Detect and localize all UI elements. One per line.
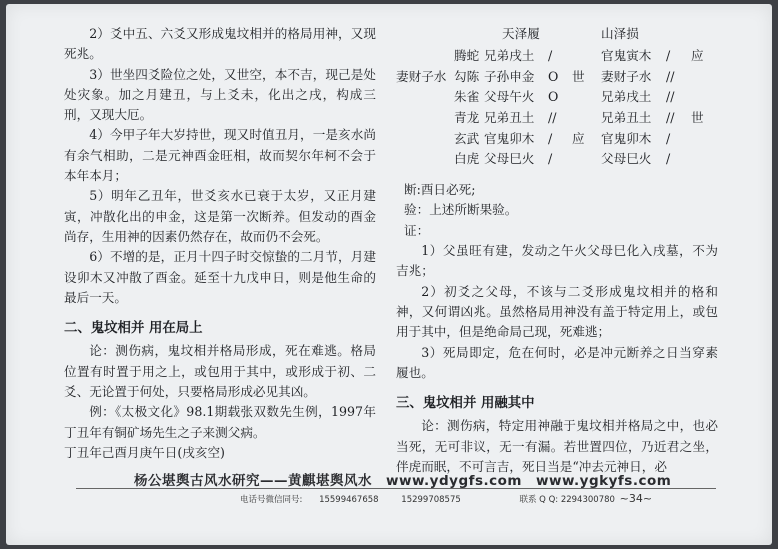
hex-six-god: 玄武 [454, 130, 480, 146]
hex-six-god: 白虎 [454, 151, 480, 167]
hexagram-row [396, 129, 718, 150]
hex-changed-mark: / [666, 151, 671, 167]
book-page [6, 4, 772, 545]
hex-changed-mark: / [666, 130, 671, 146]
hex-original-line: 父母巳火 [484, 151, 535, 167]
left-paragraph: 4）今甲子年大岁持世，现又时值丑月，一是亥水尚有余气相助，二是元神酉金旺相，故而契尔年柯不会于本年本月； [64, 127, 376, 184]
hex-changed-mark: // [666, 89, 675, 105]
hex-original-line: 父母午火 [484, 89, 535, 105]
qq-contact: 联系 Q Q: 2294300780 [519, 495, 615, 505]
hexagram-titles [396, 24, 718, 46]
right-column [396, 24, 718, 477]
right-paragraph: 1）父虽旺有建，发动之午火父母巳化入戌墓，不为吉兆； [396, 243, 718, 279]
hex-original-mark: / [548, 48, 553, 63]
hex-changed-mark: // [666, 110, 675, 126]
hex-changed-mark: / [666, 48, 671, 63]
hex-changed-position: 应 [691, 48, 704, 63]
hex-hidden-spirit: 妻财子水 [396, 68, 447, 84]
hex-changed-line: 兄弟戌土 [601, 89, 652, 105]
hexagram-row [396, 108, 718, 129]
right-paragraph: 论：测伤病，特定用神融于鬼坟相并格局之中，也必当死，无可非议，无一有漏。若世置四位，乃近君之坐，伴虎而眠，不可言吉，死日当是“冲去元神日，必 [396, 418, 718, 474]
judgement-line: 断:酉日必死; [404, 182, 476, 198]
hexagram-row [396, 67, 718, 88]
footer-url-1[interactable]: www.ydygfs.com [386, 473, 522, 489]
hexagram-table [396, 46, 718, 170]
hex-original-mark: O [548, 68, 559, 84]
footer-divider [76, 488, 716, 489]
hex-changed-line: 父母巳火 [601, 151, 652, 167]
footer-url-2[interactable]: www.ygkyfs.com [536, 473, 672, 489]
hex-position-mark: 应 [572, 130, 585, 146]
footer-title: 杨公堪舆古风水研究——黄麒堪舆风水 [134, 473, 372, 489]
hex-original-mark: // [548, 110, 557, 126]
hex-changed-line: 官鬼寅木 [601, 48, 652, 63]
hex-original-mark: O [548, 89, 559, 105]
hex-six-god: 勾陈 [454, 68, 480, 84]
left-paragraph: 例：《太极文化》98.1期载张双数先生例，1997年丁丑年有铜矿场先生之子来测父病。 [64, 404, 376, 440]
left-paragraph: 6）不增的是，正月十四子时交惊蛰的二月节，月建设卯木又冲散了酉金。延至十九戊申日，则是他生命的最后一天。 [64, 249, 376, 305]
date-line: 丁丑年己酉月庚午日(戌亥空) [64, 444, 225, 460]
hexagram-row [396, 149, 718, 170]
left-paragraph: 5）明年乙丑年，世爻亥水已衰于太岁，又正月建寅，冲散化出的申金，这是第一次断养。但发动的酉金尚存，生用神的因素仍然存在，故而仍不会死。 [64, 188, 376, 244]
hex-six-god: 腾蛇 [454, 48, 480, 63]
right-paragraph: 3）死局即定，危在何时，必是冲元断养之日当穿素履也。 [396, 344, 718, 380]
hex-changed-line: 官鬼卯木 [601, 130, 652, 146]
verify-line: 验：上述所断果验。 [404, 202, 518, 218]
phone-number-2: 15299708575 [401, 495, 461, 505]
hex-original-line: 子孙申金 [484, 68, 535, 84]
right-paragraph: 2）初爻之父母，不该与二爻形成鬼坟相并的格和神，又何谓凶兆。虽然格局用神没有盖于特定用上，或包用于其中，但是绝命局己现，死难逃； [396, 283, 718, 340]
hex-six-god: 青龙 [454, 110, 480, 126]
hexagram-row [396, 87, 718, 108]
phone-label: 电话号微信同号: [240, 495, 303, 505]
phone-number-1: 15599467658 [319, 495, 379, 505]
hexagram-title-original: 天泽履 [502, 26, 540, 41]
page-number: ~34~ [619, 492, 653, 505]
hex-original-line: 官鬼卯木 [484, 130, 535, 146]
hex-changed-mark: // [666, 68, 675, 84]
proof-label: 证： [404, 222, 430, 238]
section-heading: 二、鬼坟相并 用在局上 [64, 321, 203, 337]
hex-changed-line: 妻财子水 [601, 68, 652, 84]
left-paragraph: 论：测伤病，鬼坟相并格局形成，死在难逃。格局位置有时置于用之上，或包用于其中，或形成于初、二爻、无论置于何处，只要格局形成必见其凶。 [64, 343, 376, 400]
hex-changed-position: 世 [691, 110, 704, 126]
hexagram-row [396, 46, 718, 67]
hex-position-mark: 世 [572, 68, 585, 84]
footer-contact [240, 492, 740, 505]
left-column [64, 24, 376, 463]
left-paragraph: 2）爻中五、六爻又形成鬼坟相并的格局用神，又现死兆。 [64, 26, 376, 62]
hex-original-mark: / [548, 151, 553, 167]
hex-original-line: 兄弟戌土 [484, 48, 535, 63]
hex-changed-line: 兄弟丑土 [601, 110, 652, 126]
footer-banner [134, 469, 734, 489]
hex-six-god: 朱雀 [454, 89, 480, 105]
section-heading: 三、鬼坟相并 用融其中 [396, 396, 535, 412]
hexagram-title-changed: 山泽损 [601, 26, 639, 41]
left-paragraph: 3）世坐四爻险位之处，又世空，本不吉，现己是处处灾象。加之月建丑，与上爻未，化出之戌，构成三刑，又现大厄。 [64, 66, 376, 123]
hex-original-mark: / [548, 130, 553, 146]
hex-original-line: 兄弟丑土 [484, 110, 535, 126]
